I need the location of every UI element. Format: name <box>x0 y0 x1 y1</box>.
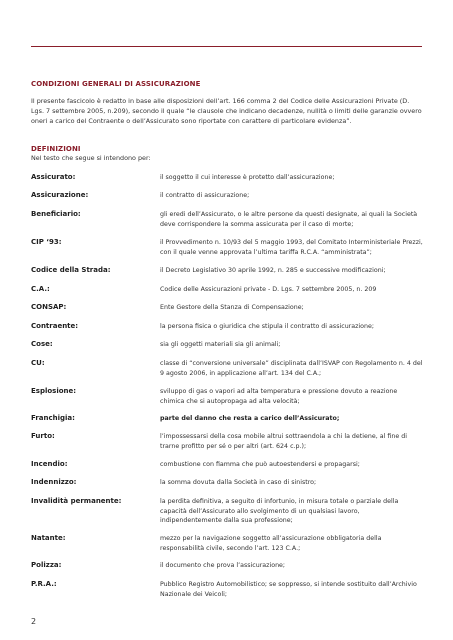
definition-text: il documento che prova l’assicurazione; <box>160 562 286 569</box>
definition-term: Polizza: <box>31 561 62 569</box>
definition-text: il soggetto il cui interesse è protetto dall’assicurazione; <box>160 174 335 181</box>
definition-text: l’impossessarsi della cosa mobile altrui sottraendola a chi la detiene, al fine di trarne profitto per sé o per altri (art. 624 c.p.); <box>160 433 407 450</box>
definitions-intro: Nel testo che segue si intendono per: <box>31 154 151 162</box>
definition-text: Ente Gestore della Stanza di Compensazione; <box>160 304 304 311</box>
definition-text: il Provvedimento n. 10/93 del 5 maggio 1993, del Comitato Interministeriale Prezzi, con il quale venne approvata l’ultima tariffa R.C.A. “amministrata”; <box>160 239 423 256</box>
definition-text: Pubblico Registro Automobilistico; se soppresso, si intende sostituito dall’Archivio Nazionale dei Veicoli; <box>160 581 417 598</box>
definition-text: combustione con fiamma che può autoestendersi e propagarsi; <box>160 461 360 468</box>
intro-paragraph: Il presente fascicolo è redatto in base alle disposizioni dell’art. 166 comma 2 del Codice delle Assicurazioni Private (D. Lgs. 7 settembre 2005, n.209), secondo il quale “le clausole che indicano decadenze, nullità o limiti delle garanzie ovvero oneri a carico del Contraente o dell’Assicurato sono riportate con carattere di particolare evidenza”. <box>31 97 422 125</box>
definition-term: Furto: <box>31 432 55 440</box>
definition-text: parte del danno che resta a carico dell’Assicurato; <box>160 415 340 422</box>
definition-term: Assicurato: <box>31 173 76 181</box>
page-number: 2 <box>31 617 37 626</box>
definition-text: sviluppo di gas o vapori ad alta temperatura e pressione dovuto a reazione chimica che si autopropaga ad alta velocità; <box>160 388 398 405</box>
definition-text: la persona fisica o giuridica che stipula il contratto di assicurazione; <box>160 323 375 330</box>
definition-term: Codice della Strada: <box>31 266 111 274</box>
definition-term: Contraente: <box>31 322 79 330</box>
definition-text: gli eredi dell’Assicurato, o le altre persone da questi designate, ai quali la Società deve corrispondere la somma assicurata per il caso di morte; <box>160 211 418 228</box>
definition-term: Assicurazione: <box>31 191 89 199</box>
definition-term: C.A.: <box>31 285 50 293</box>
definition-text: mezzo per la navigazione soggetto all’assicurazione obbligatoria della responsabilità civile, secondo l’art. 123 C.A.; <box>160 535 382 552</box>
definition-term: Franchigia: <box>31 414 75 422</box>
section-heading-condizioni: CONDIZIONI GENERALI DI ASSICURAZIONE <box>31 80 201 88</box>
definition-term: Indennizzo: <box>31 478 77 486</box>
definition-term: Invalidità permanente: <box>31 497 122 505</box>
definition-term: Esplosione: <box>31 387 77 395</box>
definition-text: il contratto di assicurazione; <box>160 192 250 199</box>
definition-term: Beneficiario: <box>31 210 81 218</box>
definition-term: P.R.A.: <box>31 580 57 588</box>
definition-text: Codice delle Assicurazioni private - D. Lgs. 7 settembre 2005, n. 209 <box>160 286 377 293</box>
definition-term: Natante: <box>31 534 66 542</box>
definition-text: sia gli oggetti materiali sia gli animali; <box>160 341 281 348</box>
definition-text: classe di “conversione universale” disciplinata dall’ISVAP con Regolamento n. 4 del 9 agosto 2006, in applicazione all’art. 134 del C.A.; <box>160 360 423 377</box>
definition-term: CONSAP: <box>31 303 67 311</box>
definition-text: il Decreto Legislativo 30 aprile 1992, n. 285 e successive modificazioni; <box>160 267 386 274</box>
top-divider <box>31 46 422 47</box>
definition-term: CU: <box>31 359 45 367</box>
definition-term: Cose: <box>31 340 53 348</box>
definition-text: la perdita definitiva, a seguito di infortunio, in misura totale o parziale della capacità dell’Assicurato allo svolgimento di un qualsiasi lavoro, indipendentemente dalla sua professione; <box>160 498 399 525</box>
definition-term: CIP ‘93: <box>31 238 62 246</box>
definition-term: Incendio: <box>31 460 68 468</box>
section-heading-definizioni: DEFINIZIONI <box>31 145 81 153</box>
definition-text: la somma dovuta dalla Società in caso di sinistro; <box>160 479 317 486</box>
